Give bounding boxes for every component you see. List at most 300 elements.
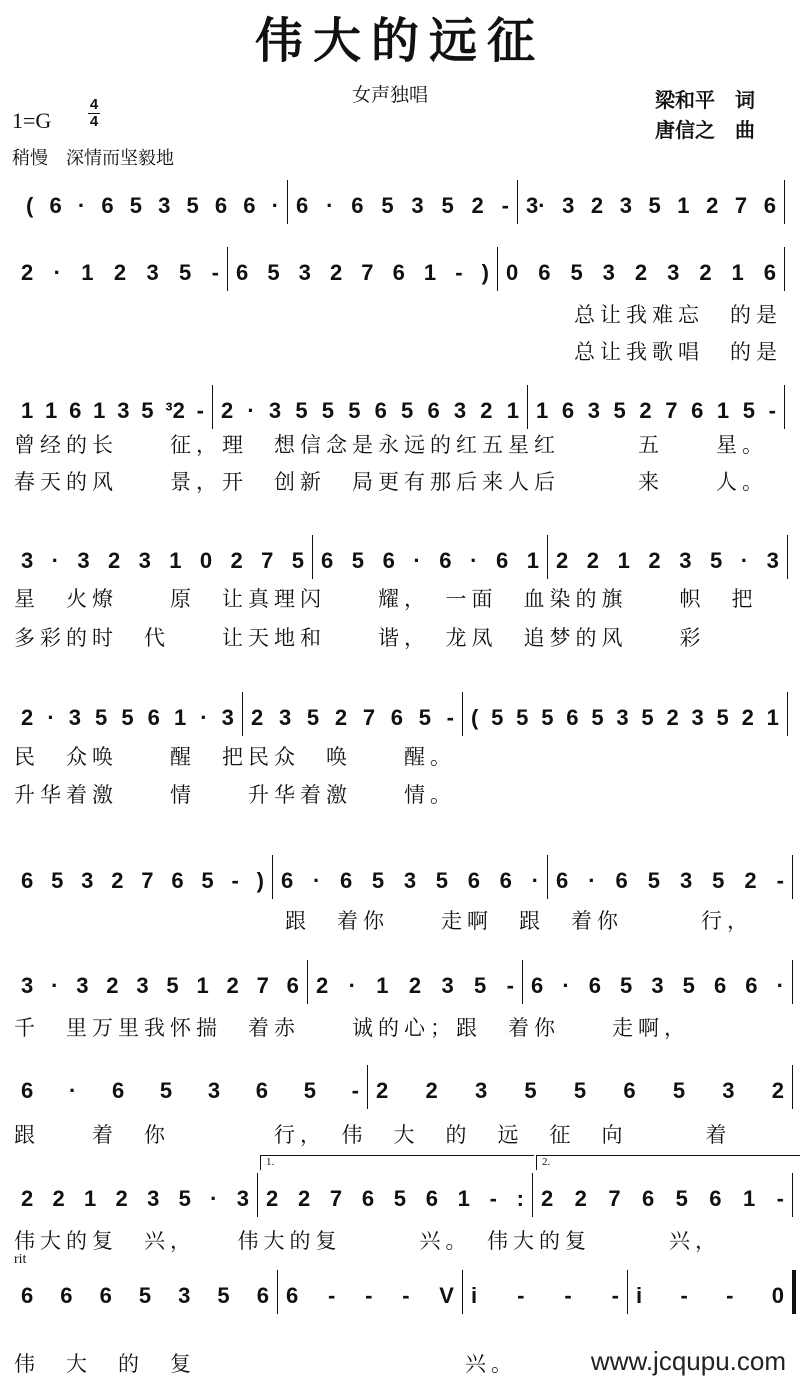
measure (630, 1276, 790, 1316)
note: 5 (613, 398, 626, 423)
note: 3 (619, 193, 632, 218)
barline (517, 180, 518, 224)
barline (792, 1173, 793, 1217)
note: 5 (682, 973, 695, 998)
note: · (77, 193, 86, 218)
note: 0 (199, 548, 213, 573)
note: 6 (745, 973, 758, 998)
measure (525, 966, 790, 1006)
measure (465, 698, 785, 738)
note: 3 (138, 548, 151, 573)
barline (627, 1270, 628, 1314)
note: 2 (111, 868, 124, 893)
key-signature: 1=G (12, 108, 52, 133)
barline (287, 180, 288, 224)
note: 7 (329, 1186, 343, 1211)
note: 2 (706, 193, 719, 218)
note: 5 (51, 868, 64, 893)
lyric-line: 兴。 (465, 1352, 517, 1376)
note: 6 (425, 1186, 438, 1211)
note: 6 (641, 1186, 655, 1211)
note: 5 (418, 705, 431, 730)
note: 5 (491, 705, 504, 730)
lyric-line: 多彩的时 代 让天地和 谐， 龙凤 追梦的风 彩 (14, 626, 706, 650)
barline (312, 535, 313, 579)
note: 2 (771, 1078, 784, 1103)
note: 3 (76, 973, 89, 998)
note: 2 (230, 548, 243, 573)
note: - (489, 1186, 497, 1211)
volta-first-ending: 1. (260, 1155, 534, 1170)
note: 5 (267, 260, 280, 285)
note: 2 (471, 193, 484, 218)
note: 5 (647, 868, 660, 893)
note: - (446, 705, 454, 730)
note: 3 (667, 260, 680, 285)
measure (500, 253, 782, 293)
note: 3· (526, 193, 546, 218)
note: 3 (21, 548, 34, 573)
note: 6 (709, 1186, 722, 1211)
note: · (740, 548, 749, 573)
watermark: www.jcqupu.com (590, 1346, 786, 1376)
note: 3 (268, 398, 282, 423)
note: 2 (21, 1186, 34, 1211)
score-system (0, 966, 800, 1040)
lyric-line: 总让我歌唱 的是 (574, 340, 782, 364)
note: : (516, 1186, 524, 1211)
note: 6 (21, 868, 34, 893)
note: 2 (221, 398, 234, 423)
note: - (231, 868, 239, 893)
lyric-line: 曾经的长 征，理 想信念是永远的红五星红 五 星。 (14, 433, 768, 457)
measure (280, 1276, 460, 1316)
lyricist-credit: 梁和平 词 (655, 88, 755, 112)
barline (227, 247, 228, 291)
note: 3 (298, 260, 311, 285)
note: 7 (261, 548, 274, 573)
note: 6 (531, 973, 544, 998)
note: · (247, 398, 255, 423)
note: 2 (741, 705, 754, 730)
measure (245, 698, 460, 738)
measure (215, 391, 525, 431)
note: - (776, 1186, 784, 1211)
note: - (726, 1283, 734, 1308)
lyric-line: 春天的风 景，开 创新 局更有那后来人后 来 人。 (14, 470, 768, 494)
note: 3 (679, 868, 693, 893)
note: 2 (115, 1186, 128, 1211)
note: 2 (699, 260, 712, 285)
note: - (351, 1078, 359, 1103)
note: · (47, 705, 55, 730)
barline (272, 855, 273, 899)
note: 6 (566, 705, 579, 730)
note: 6 (499, 868, 512, 893)
measure (520, 186, 782, 226)
barline (462, 692, 463, 736)
note: 6 (361, 1186, 375, 1211)
note: 1 (536, 398, 549, 423)
note: 3 (679, 548, 692, 573)
note: 1 (45, 398, 58, 423)
note: 5 (295, 398, 308, 423)
note: 5 (306, 705, 320, 730)
barline (547, 855, 548, 899)
note: 6 (49, 193, 62, 218)
note: 5 (217, 1283, 230, 1308)
note: 3 (178, 1283, 191, 1308)
note: 3 (691, 705, 704, 730)
measure (260, 1179, 530, 1219)
note: 3 (587, 398, 600, 423)
measure (15, 1276, 275, 1316)
note: 3 (117, 398, 130, 423)
barline (792, 1270, 796, 1314)
measure (15, 1071, 365, 1111)
note: 3 (278, 705, 292, 730)
note: 6 (390, 705, 404, 730)
note: · (51, 548, 59, 573)
note: ³2 (165, 398, 185, 423)
barline (367, 1065, 368, 1109)
note: 5 (351, 548, 365, 573)
note: 2 (639, 398, 652, 423)
measure (315, 541, 545, 581)
barline (792, 960, 793, 1004)
note: · (348, 973, 356, 998)
lyric-line: 总让我难忘 的是 (574, 303, 782, 327)
note: 5 (516, 705, 529, 730)
note: 5 (371, 868, 385, 893)
barline (527, 385, 528, 429)
lyric-line: 星 火燎 原 让真理闪 耀， 一面 血染的旗 帜 把 (14, 587, 758, 611)
note: 3 (411, 193, 424, 218)
performance-type: 女声独唱 (352, 84, 429, 106)
note: 3 (81, 868, 94, 893)
note: - (455, 260, 463, 285)
note: 5 (179, 260, 192, 285)
note: 5 (648, 193, 661, 218)
note: 1 (169, 548, 182, 573)
note: 7 (362, 705, 376, 730)
note: 1 (81, 260, 94, 285)
barline (532, 1173, 533, 1217)
note: 6 (296, 193, 309, 218)
note: 6 (171, 868, 184, 893)
note: · (68, 1078, 77, 1103)
note: 3 (403, 868, 417, 893)
note: 6 (147, 705, 160, 730)
barline (307, 960, 308, 1004)
note: 7 (141, 868, 154, 893)
note: 7 (734, 193, 748, 218)
note: 1 (173, 705, 187, 730)
measure (275, 861, 545, 901)
note: 5 (672, 1078, 686, 1103)
lyric-line: 跟 着你 走啊 跟 着你 行， (285, 909, 753, 933)
measure (20, 186, 285, 226)
note: 5 (675, 1186, 688, 1211)
note: - (680, 1283, 688, 1308)
note: 5 (393, 1186, 406, 1211)
note: i (471, 1283, 478, 1308)
note: · (271, 193, 279, 218)
note: 1 (731, 260, 744, 285)
note: 2 (251, 705, 264, 730)
note: 6 (236, 260, 249, 285)
note: 6 (281, 868, 294, 893)
barline (792, 855, 793, 899)
note: 6 (588, 973, 601, 998)
note: 2 (744, 868, 757, 893)
note: 3 (221, 705, 234, 730)
note: 2 (480, 398, 493, 423)
note: 5 (138, 1283, 152, 1308)
note: 2 (226, 973, 239, 998)
note: 5 (381, 193, 394, 218)
note: · (531, 868, 539, 893)
lyric-line: 民 众唤 醒 把民众 唤 醒。 (14, 745, 456, 769)
note: 1 (196, 973, 209, 998)
score-system (0, 698, 800, 807)
note: 5 (348, 398, 361, 423)
note: 1 (716, 398, 730, 423)
song-title: 伟大的远征 (254, 13, 545, 69)
note: 3 (562, 193, 575, 218)
note: 5 (709, 548, 723, 573)
score-system (0, 391, 800, 494)
note: 3 (136, 973, 149, 998)
lyric-line: 伟 大 的 复 (14, 1352, 196, 1376)
note: 5 (474, 973, 487, 998)
note: 5 (178, 1186, 191, 1211)
note: 3 (21, 973, 34, 998)
note: - (506, 973, 514, 998)
note: 3 (453, 398, 467, 423)
measure (15, 861, 270, 901)
note: · (776, 973, 784, 998)
barline (784, 180, 785, 224)
score-system (0, 1179, 800, 1253)
measure (550, 541, 785, 581)
note: 7 (256, 973, 269, 998)
note: - (402, 1283, 410, 1308)
barline (784, 385, 785, 429)
measure (370, 1071, 790, 1111)
note: 2 (541, 1186, 554, 1211)
note: 0 (771, 1283, 784, 1308)
note: 5 (129, 193, 142, 218)
measure (550, 861, 790, 901)
note: 1 (766, 705, 779, 730)
note: 5 (159, 1078, 173, 1103)
note: 5 (401, 398, 414, 423)
note: 2 (21, 705, 34, 730)
note: 6 (427, 398, 440, 423)
note: · (53, 260, 61, 285)
note: 6 (561, 398, 575, 423)
note: 5 (742, 398, 755, 423)
barline (462, 1270, 463, 1314)
note: 6 (374, 398, 387, 423)
measure (15, 698, 240, 738)
note: 6 (556, 868, 569, 893)
note: 3 (722, 1078, 735, 1103)
note: - (776, 868, 784, 893)
note: - (328, 1283, 336, 1308)
note: 1 (457, 1186, 470, 1211)
note: i (636, 1283, 643, 1308)
note: · (326, 193, 334, 218)
note: 3 (602, 260, 615, 285)
note: 1 (526, 548, 539, 573)
note: 5 (541, 705, 554, 730)
note: 2 (21, 260, 34, 285)
note: 7 (608, 1186, 621, 1211)
note: 3 (441, 973, 454, 998)
note: - (564, 1283, 572, 1308)
note: · (200, 705, 208, 730)
measure (15, 1179, 255, 1219)
lyric-line: 跟 着 你 行， 伟 大 的 远 征 向 着 (14, 1123, 732, 1147)
note: 6 (286, 973, 299, 998)
note: 5 (166, 973, 179, 998)
note: 5 (291, 548, 304, 573)
note: 6 (351, 193, 364, 218)
note: · (312, 868, 321, 893)
note: 5 (186, 193, 199, 218)
score-system (0, 253, 800, 364)
score-system (0, 861, 800, 933)
note: 1 (21, 398, 34, 423)
note: - (211, 260, 219, 285)
note: 2 (634, 260, 648, 285)
measure (530, 391, 782, 431)
note: ) (481, 260, 489, 285)
note: V (439, 1283, 454, 1308)
barline (242, 692, 243, 736)
measure (465, 1276, 625, 1316)
note: 6 (214, 193, 228, 218)
note: 6 (439, 548, 452, 573)
note: 6 (623, 1078, 636, 1103)
note: 6 (69, 398, 82, 423)
note: · (51, 973, 59, 998)
note: 1 (93, 398, 106, 423)
note: - (768, 398, 776, 423)
note: 1 (617, 548, 630, 573)
note: - (196, 398, 204, 423)
note: 6 (467, 868, 480, 893)
note: 2 (334, 705, 348, 730)
note: 6 (60, 1283, 73, 1308)
note: 2 (590, 193, 604, 218)
note: · (562, 973, 570, 998)
note: 2 (586, 548, 600, 573)
note: 5 (201, 868, 214, 893)
note: 6 (255, 1078, 269, 1103)
note: 2 (107, 548, 121, 573)
note: 2 (556, 548, 569, 573)
barline (792, 1065, 793, 1109)
note: 3 (68, 705, 81, 730)
measure (15, 966, 305, 1006)
lyric-line: 千 里万里我怀揣 着赤 诚的心；跟 着你 走啊， (14, 1016, 690, 1040)
note: 5 (712, 868, 725, 893)
note: 2 (408, 973, 422, 998)
note: 3 (146, 260, 159, 285)
note: 3 (158, 193, 171, 218)
note: ) (256, 868, 264, 893)
note: 2 (266, 1186, 279, 1211)
note: - (501, 193, 509, 218)
note: 1 (506, 398, 519, 423)
note: - (365, 1283, 373, 1308)
note: 5 (121, 705, 134, 730)
note: 5 (441, 193, 454, 218)
time-signature-top: 4 (89, 96, 99, 113)
note: 2 (297, 1186, 311, 1211)
note: 3 (236, 1186, 249, 1211)
note: 5 (591, 705, 604, 730)
note: 2 (113, 260, 127, 285)
note: ( (26, 193, 34, 218)
note: 1 (84, 1186, 97, 1211)
note: 6 (286, 1283, 299, 1308)
note: 2 (376, 1078, 389, 1103)
note: 6 (21, 1283, 34, 1308)
note: 6 (713, 973, 727, 998)
score-system (0, 186, 800, 226)
note: · (210, 1186, 218, 1211)
barline (257, 1173, 258, 1217)
lyric-line: 伟大的复 兴， 伟大的复 兴。 伟大的复 兴， (14, 1229, 721, 1253)
note: 1 (677, 193, 690, 218)
note: 3 (474, 1078, 488, 1103)
barline (497, 247, 498, 291)
ritardando-marking: rit (14, 1252, 27, 1267)
measure (15, 253, 225, 293)
note: 2 (425, 1078, 438, 1103)
note: - (611, 1283, 619, 1308)
note: 5 (570, 260, 583, 285)
note: 1 (423, 260, 437, 285)
note: 6 (763, 193, 776, 218)
note: 2 (666, 705, 679, 730)
note: 5 (573, 1078, 587, 1103)
note: 0 (506, 260, 519, 285)
note: 6 (321, 548, 334, 573)
barline (522, 960, 523, 1004)
note: 5 (321, 398, 335, 423)
note: · (413, 548, 421, 573)
tempo-marking: 稍慢 深情而坚毅地 (12, 148, 174, 169)
note: 3 (147, 1186, 160, 1211)
score-system (0, 541, 800, 650)
note: 5 (641, 705, 654, 730)
note: 6 (339, 868, 353, 893)
measure (15, 541, 310, 581)
barline (787, 692, 788, 736)
measure (230, 253, 495, 293)
barline (212, 385, 213, 429)
barline (547, 535, 548, 579)
note: 6 (392, 260, 405, 285)
note: 6 (615, 868, 628, 893)
note: 6 (256, 1283, 269, 1308)
note: 3 (77, 548, 90, 573)
